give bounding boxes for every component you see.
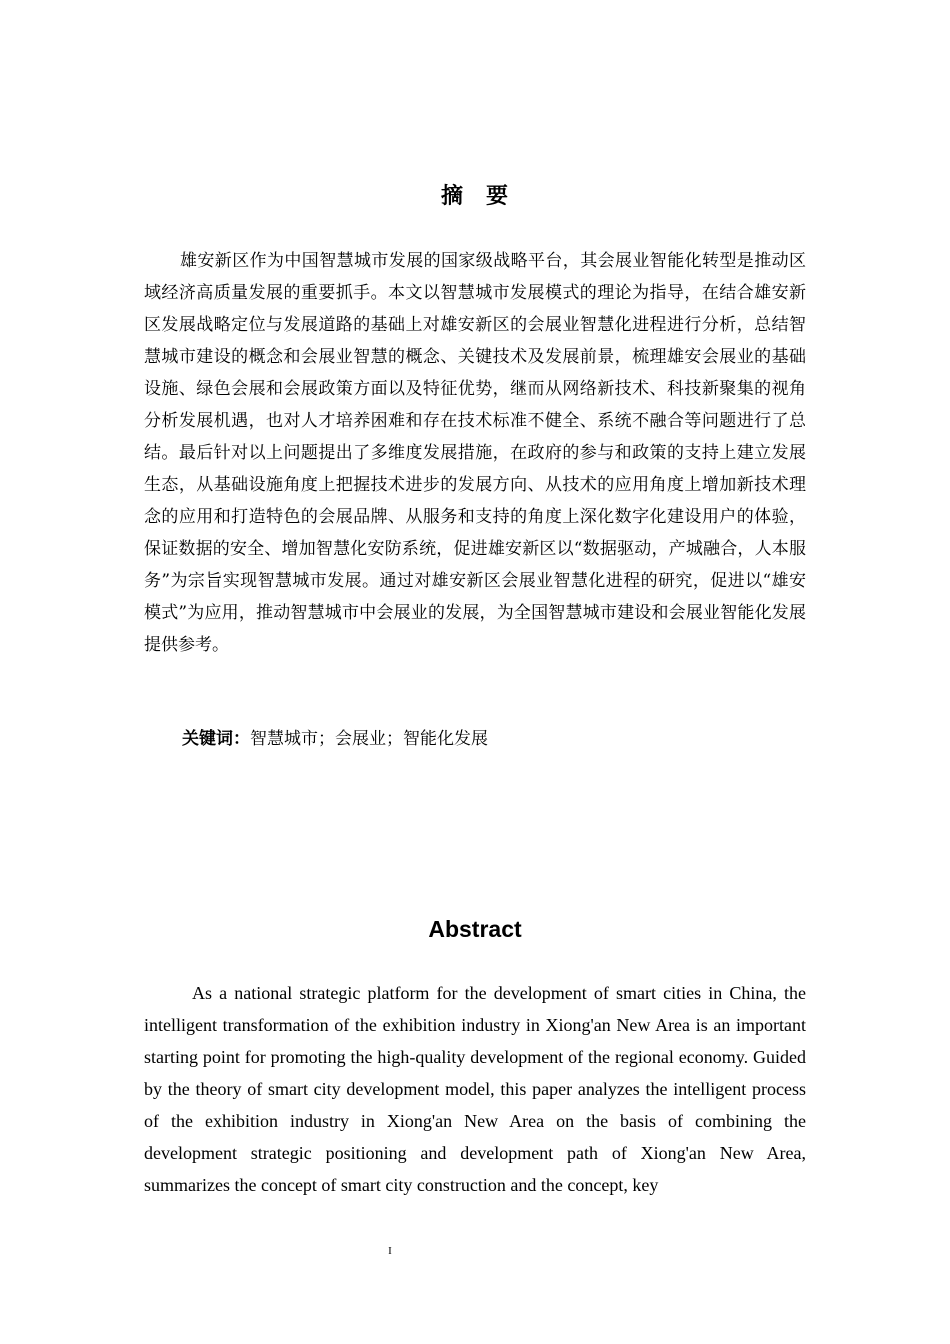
chinese-keywords-label: 关键词： xyxy=(182,729,250,749)
english-abstract-body: As a national strategic platform for the development of smart cities in China, the intelligent transformation of the exhibition industry in Xiong'an New Area is an important starting point for promoting the high-quality development of the regional economy. Guided by the theory of smart city development model, this paper analyzes the intelligent process of the exhibition industry in Xiong'an New Area on the basis of combining the development strategic positioning and development path of Xiong'an New Area, summarizes the concept of smart city construction and the concept, key xyxy=(144,983,806,1195)
chinese-abstract-body: 雄安新区作为中国智慧城市发展的国家级战略平台，其会展业智能化转型是推动区域经济高质量发展的重要抓手。本文以智慧城市发展模式的理论为指导，在结合雄安新区发展战略定位与发展道路的基础上对雄安新区的会展业智慧化进程进行分析，总结智慧城市建设的概念和会展业智慧的概念、关键技术及发展前景，梳理雄安会展业的基础设施、绿色会展和会展政策方面以及特征优势，继而从网络新技术、科技新聚集的视角分析发展机遇，也对人才培养困难和存在技术标准不健全、系统不融合等问题进行了总结。最后针对以上问题提出了多维度发展措施，在政府的参与和政策的支持上建立发展生态，从基础设施角度上把握技术进步的发展方向、从技术的应用角度上增加新技术理念的应用和打造特色的会展品牌、从服务和支持的角度上深化数字化建设用户的体验，保证数据的安全、增加智慧化安防系统，促进雄安新区以“数据驱动，产城融合，人本服务”为宗旨实现智慧城市发展。通过对雄安新区会展业智慧化进程的研究，促进以“雄安模式”为应用，推动智慧城市中会展业的发展，为全国智慧城市建设和会展业智能化发展提供参考。 xyxy=(144,251,806,655)
chinese-title-char-1: 摘 xyxy=(440,184,464,209)
english-abstract-title: Abstract xyxy=(428,916,522,942)
chinese-keywords xyxy=(182,723,802,755)
chinese-abstract-title xyxy=(0,180,950,214)
chinese-keywords-value: 智慧城市；会展业；智能化发展 xyxy=(250,729,488,749)
page-number: I xyxy=(388,1245,392,1257)
chinese-title-char-2: 要 xyxy=(486,184,510,209)
